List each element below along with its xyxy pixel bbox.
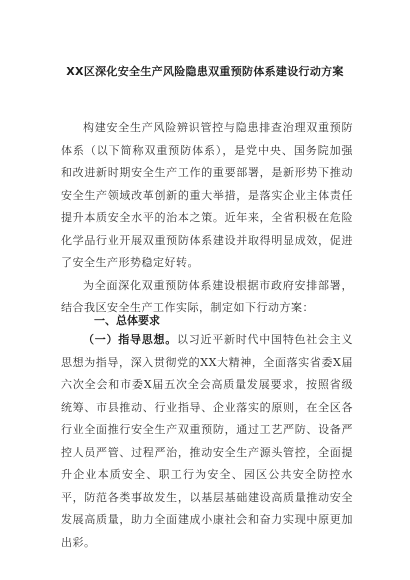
section-heading-general-requirements: 一、总体要求	[94, 314, 160, 327]
intro-paragraph-2: 为全面深化双重预防体系建设根据市政府安排部署，结合我区安全生产工作实际，制定如下行动方案：	[61, 278, 353, 314]
intro-paragraph-1: 构建安全生产风险辨识管控与隐患排查治理双重预防体系（以下简称双重预防体系），是党中央、国务院加强和改进新时期安全生产工作的重要部署，是新形势下推动安全生产领域改革创新的重大举措，是落实企业主体责任提升本质安全水平的治本之策。近年来，全省积极在危险化学品行业开展双重预防体系建设并取得明显成效，促进了安全生产形势稳定好转。	[61, 121, 353, 269]
guiding-ideology-section	[61, 329, 353, 554]
document-title: XX区深化安全生产风险隐患双重预防体系建设行动方案	[66, 65, 344, 78]
guiding-ideology-text: 以习近平新时代中国特色社会主义思想为指导，深入贯彻党的XX大精神，全面落实省委X届六次全会和市委X届五次全会高质量发展要求，按照省级统筹、市县推动、行业指导、企业落实的原则，在全区各行业全面推行安全生产双重预防，通过工艺严防、设备严控人员严管、过程严治，推动安全生产源头管控，全面提升企业本质安全、职工行为安全、园区公共安全防控水平，防范各类事故发生，以基层基础建设高质量推动安全发展高质量，助力全面建成小康社会和奋力实现中原更加出彩。	[61, 333, 353, 549]
intro-section	[61, 117, 353, 320]
subsection-heading-guiding-ideology: （一）指导思想。	[83, 333, 177, 346]
guiding-ideology-paragraph	[61, 329, 353, 554]
